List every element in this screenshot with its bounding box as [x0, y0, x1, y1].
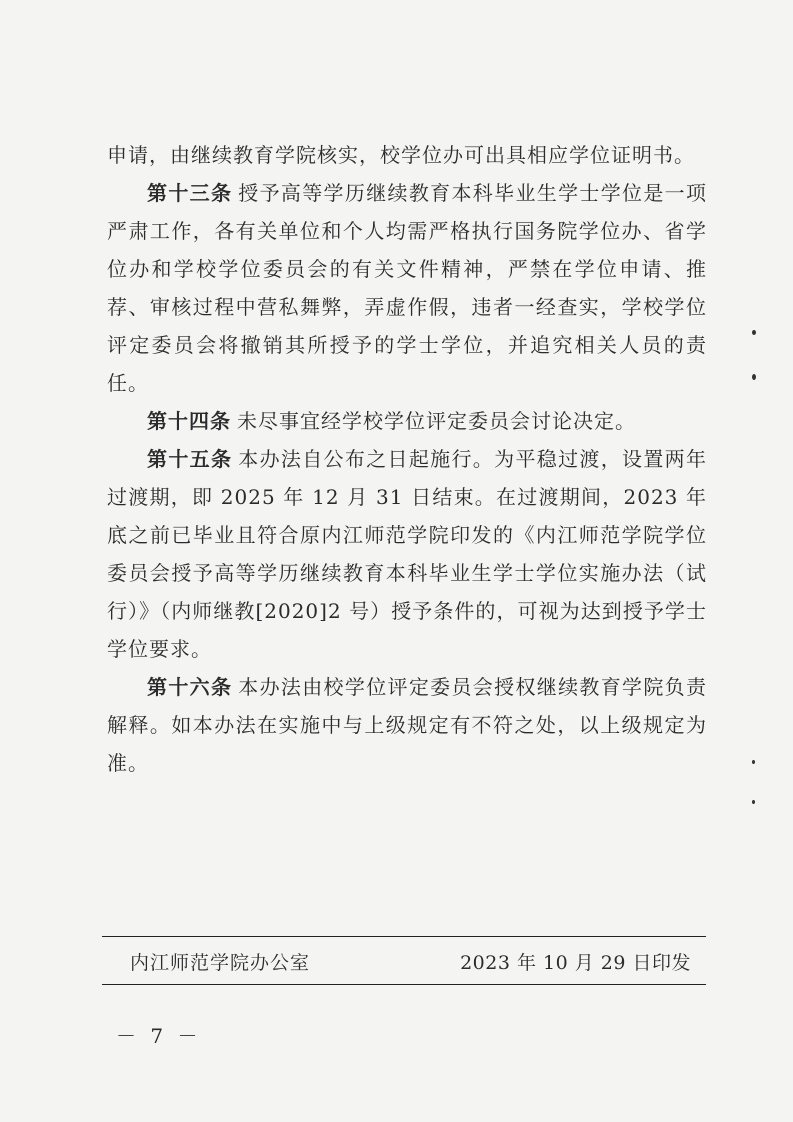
article-text: 本办法自公布之日起施行。为平稳过渡，设置两年过渡期，即 2025 年 12 月 31 日结束。在过渡期间，2023 年底之前已毕业且符合原内江师范学院印发的《内江师范学院学位委员会授予高等学历继续教育本科毕业生学士学位实施办法（试行）》（内师继教[2020]2 号）授予条件的，可视为达到授予学士学位要求。 [107, 447, 708, 661]
scan-speck [752, 760, 755, 764]
paragraph-continuation [107, 136, 707, 174]
page-number: － 7 － [116, 1024, 202, 1048]
article-label: 第十五条 [147, 447, 233, 471]
article-14 [107, 402, 707, 440]
footer-date: 2023 年 10 月 29 日印发 [460, 952, 691, 974]
article-15 [107, 440, 707, 668]
article-text: 未尽事宜经学校学位评定委员会讨论决定。 [237, 409, 636, 433]
article-13 [107, 174, 707, 402]
scan-speck [752, 374, 756, 380]
scan-speck [752, 330, 756, 335]
scan-speck [752, 800, 755, 804]
article-label: 第十六条 [147, 675, 233, 699]
footer-top-rule [102, 936, 706, 937]
article-text: 授予高等学历继续教育本科毕业生学士学位是一项严肃工作，各有关单位和个人均需严格执行国务院学位办、省学位办和学校学位委员会的有关文件精神，严禁在学位申请、推荐、审核过程中营私舞弊，弄虚作假，违者一经查实，学校学位评定委员会将撤销其所授予的学士学位，并追究相关人员的责任。 [107, 181, 708, 395]
footer-bottom-rule [102, 984, 706, 985]
article-label: 第十四条 [147, 409, 231, 433]
article-text: 本办法由校学位评定委员会授权继续教育学院负责解释。如本办法在实施中与上级规定有不符之处，以上级规定为准。 [107, 675, 708, 775]
document-body [107, 136, 707, 782]
paragraph-text: 申请，由继续教育学院核实，校学位办可出具相应学位证明书。 [107, 143, 695, 167]
article-label: 第十三条 [147, 181, 233, 205]
article-16 [107, 668, 707, 782]
footer-issuer: 内江师范学院办公室 [130, 952, 311, 974]
